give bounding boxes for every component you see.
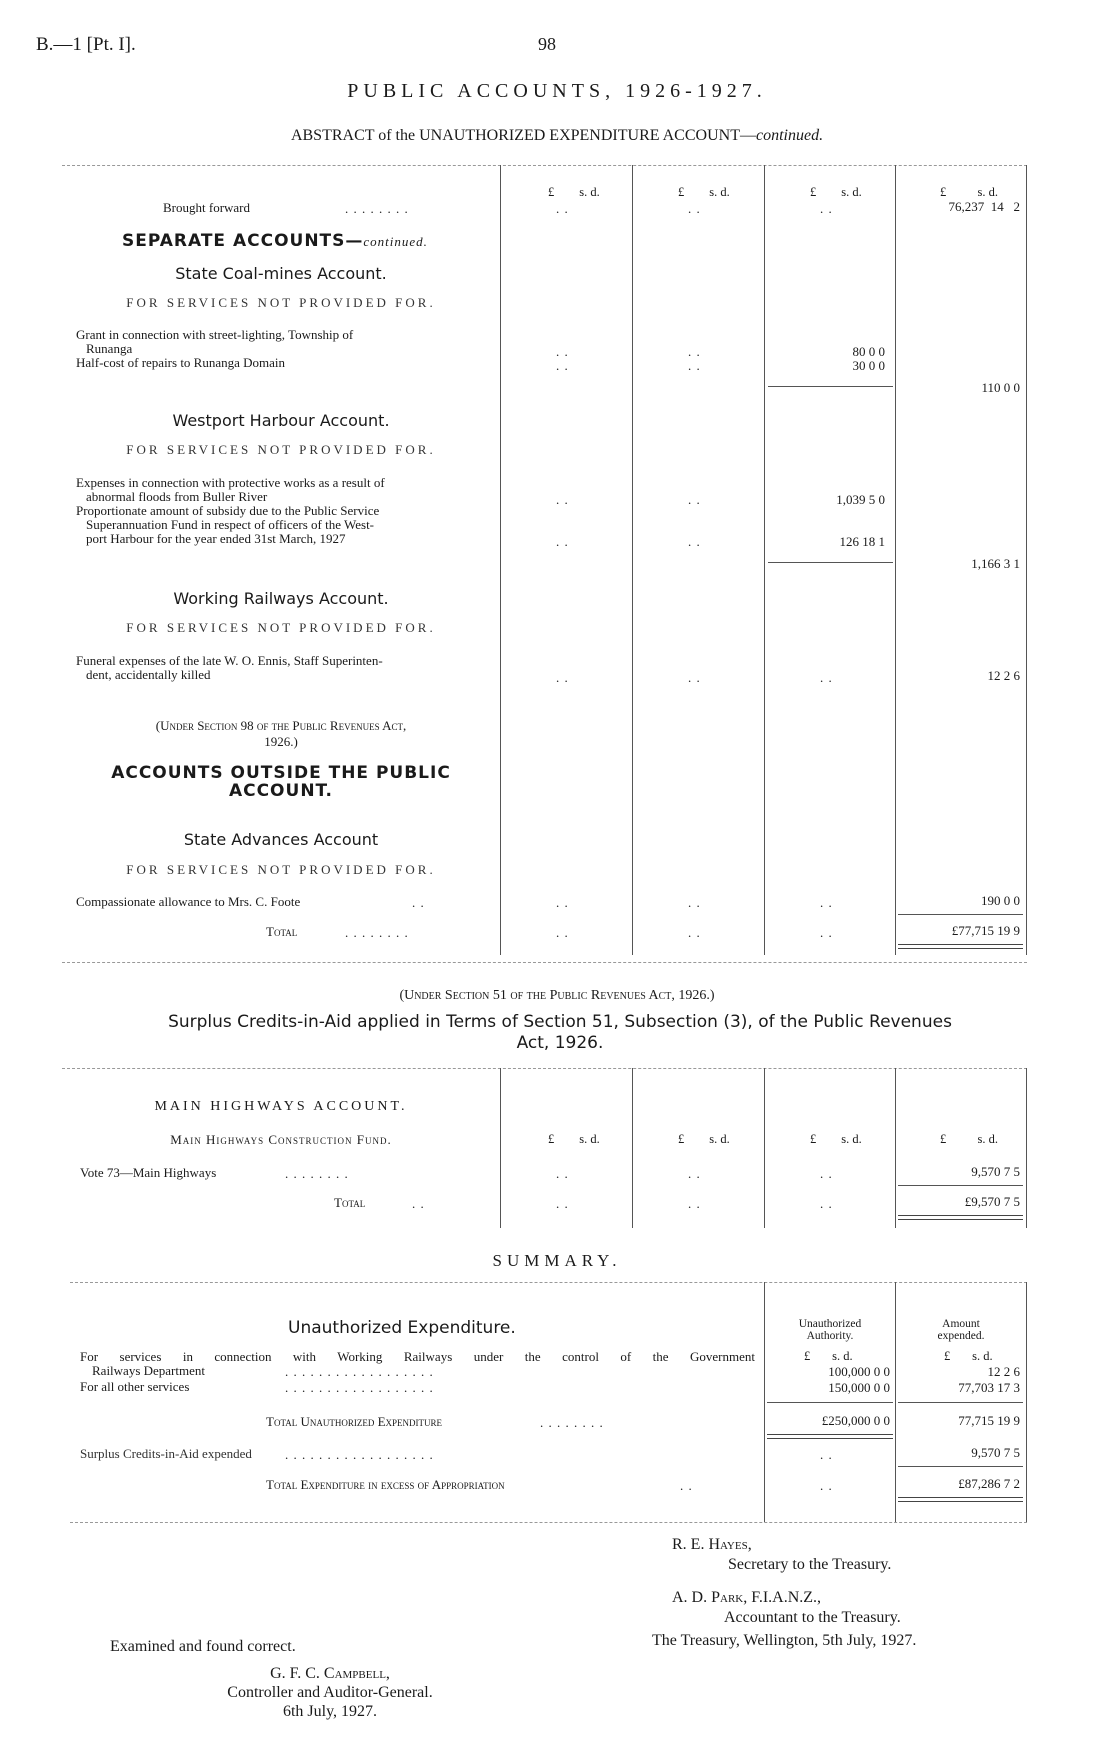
state-advances-amount: 190 0 0 bbox=[981, 893, 1020, 908]
row2-expended: 77,703 17 3 bbox=[958, 1380, 1020, 1395]
leader-dots: . . bbox=[820, 670, 833, 685]
total-excess-label: Total Expenditure in excess of Appropriation bbox=[266, 1477, 505, 1492]
coal-mines-title: State Coal-mines Account. bbox=[175, 264, 387, 283]
leader-dots: . . bbox=[820, 1478, 833, 1493]
leader-dots: . . bbox=[688, 1196, 701, 1211]
westport-amount-2: 126 18 1 bbox=[839, 534, 885, 549]
column-divider bbox=[632, 165, 633, 955]
leader-dots: . . bbox=[688, 670, 701, 685]
leader-dots: . . bbox=[556, 201, 569, 216]
col-header: £ s. d. bbox=[678, 1132, 730, 1146]
leader-dots: . . bbox=[688, 358, 701, 373]
total-rule bbox=[898, 1185, 1023, 1186]
signature-campbell: G. F. C. Campbell, Controller and Auditor-General. 6th July, 1927. bbox=[227, 1665, 433, 1720]
treasury-place-date: The Treasury, Wellington, 5th July, 1927. bbox=[652, 1632, 917, 1649]
column-divider bbox=[895, 165, 896, 955]
leader-dots: . . . . . . . . . . . . . . . . . . bbox=[285, 1380, 434, 1395]
column-divider bbox=[764, 1068, 765, 1228]
coal-total: 110 0 0 bbox=[981, 380, 1020, 395]
col-header: £ s. d. bbox=[548, 185, 600, 199]
page-subtitle bbox=[0, 127, 1114, 145]
table1-total-label: Total bbox=[266, 924, 298, 939]
table-top-rule bbox=[62, 1068, 1027, 1069]
coal-item-2: Half-cost of repairs to Runanga Domain bbox=[76, 355, 286, 370]
westport-total: 1,166 3 1 bbox=[971, 556, 1020, 571]
subtotal-rule bbox=[768, 562, 893, 563]
table-right-edge bbox=[1026, 1068, 1027, 1228]
westport-subtitle: FOR SERVICES NOT PROVIDED FOR. bbox=[126, 442, 436, 457]
highways-fund: Main Highways Construction Fund. bbox=[170, 1132, 392, 1147]
highways-item: Vote 73—Main Highways bbox=[80, 1165, 217, 1180]
total-rule bbox=[767, 1402, 893, 1403]
coal-mines-subtitle: FOR SERVICES NOT PROVIDED FOR. bbox=[126, 295, 436, 310]
table-bottom-rule bbox=[62, 962, 1027, 963]
total-rule bbox=[898, 1402, 1023, 1403]
column-divider bbox=[895, 1282, 896, 1522]
highways-total: £9,570 7 5 bbox=[964, 1194, 1020, 1209]
column-divider bbox=[895, 1068, 896, 1228]
leader-dots: . . . . . . . . bbox=[540, 1415, 604, 1430]
leader-dots: . . bbox=[556, 895, 569, 910]
surplus-expended: 9,570 7 5 bbox=[971, 1445, 1020, 1460]
page-number: 98 bbox=[538, 34, 556, 54]
leader-dots: . . bbox=[688, 344, 701, 359]
col-header: £ s. d. bbox=[940, 1132, 998, 1146]
total-unauthorized-authority: £250,000 0 0 bbox=[821, 1413, 890, 1428]
railways-amount: 12 2 6 bbox=[987, 668, 1020, 683]
westport-item-1: Expenses in connection with protective works as a result of abnormal floods from Buller River bbox=[76, 475, 385, 504]
leader-dots: . . bbox=[556, 344, 569, 359]
table-right-edge bbox=[1026, 165, 1027, 955]
table-top-rule bbox=[62, 165, 1027, 166]
brought-forward-label: Brought forward bbox=[163, 200, 251, 215]
total-excess-expended: £87,286 7 2 bbox=[958, 1476, 1020, 1491]
leader-dots: . . bbox=[820, 1166, 833, 1181]
total-double-rule bbox=[767, 1434, 893, 1439]
leader-dots: . . bbox=[820, 1196, 833, 1211]
summary-row-1: For services in connection with Working Railways under the control of the Government Railways Department bbox=[80, 1349, 755, 1378]
total-double-rule bbox=[898, 1215, 1023, 1220]
brought-forward-total: 76,237 14 2 bbox=[948, 199, 1020, 214]
leader-dots: . . bbox=[556, 1196, 569, 1211]
summary-row-2: For all other services bbox=[80, 1379, 190, 1394]
railways-subtitle: FOR SERVICES NOT PROVIDED FOR. bbox=[126, 620, 436, 635]
separate-accounts-heading: SEPARATE ACCOUNTS—continued. bbox=[122, 231, 428, 251]
total-rule bbox=[898, 914, 1023, 915]
leader-dots: . . . . . . . . . . . . . . . . . . bbox=[285, 1447, 434, 1462]
total-unauthorized-label: Total Unauthorized Expenditure bbox=[266, 1414, 443, 1429]
leader-dots: . . bbox=[556, 492, 569, 507]
leader-dots: . . bbox=[680, 1478, 693, 1493]
column-divider bbox=[500, 1068, 501, 1228]
leader-dots: . . bbox=[820, 895, 833, 910]
coal-amount-2: 30 0 0 bbox=[852, 358, 885, 373]
leader-dots: . . bbox=[820, 1447, 833, 1462]
summary-title: SUMMARY. bbox=[492, 1251, 622, 1270]
section51-note: (Under Section 51 of the Public Revenues Act, 1926.) bbox=[399, 988, 715, 1003]
highways-amount: 9,570 7 5 bbox=[971, 1164, 1020, 1179]
row1-authority: 100,000 0 0 bbox=[828, 1364, 890, 1379]
section98-note: (Under Section 98 of the Public Revenues Act, 1926.) bbox=[155, 718, 407, 749]
leader-dots: . . bbox=[820, 925, 833, 940]
leader-dots: . . bbox=[688, 534, 701, 549]
col-header: £ s. d. bbox=[804, 1349, 853, 1363]
accounts-outside-heading: ACCOUNTS OUTSIDE THE PUBLIC ACCOUNT. bbox=[111, 763, 451, 801]
westport-amount-1: 1,039 5 0 bbox=[836, 492, 885, 507]
column-divider bbox=[764, 165, 765, 955]
westport-item-2: Proportionate amount of subsidy due to the Public Service Superannuation Fund in respect of officers of the West- port Harbour for the year ended 31st March, 1927 bbox=[76, 503, 380, 546]
railways-title: Working Railways Account. bbox=[173, 589, 389, 608]
column-divider bbox=[632, 1068, 633, 1228]
signature-hayes: R. E. Hayes, Secretary to the Treasury. bbox=[672, 1536, 892, 1573]
summary-heading: Unauthorized Expenditure. bbox=[288, 1318, 516, 1338]
leader-dots: . . bbox=[556, 1166, 569, 1181]
table-top-rule bbox=[70, 1282, 1027, 1283]
document-reference: B.—1 [Pt. I]. bbox=[36, 34, 136, 55]
column-divider bbox=[500, 165, 501, 955]
leader-dots: . . bbox=[688, 925, 701, 940]
col-header: £ s. d. bbox=[678, 185, 730, 199]
leader-dots: . . bbox=[412, 1196, 425, 1211]
leader-dots: . . . . . . . . . . . . . . . . . . bbox=[285, 1364, 434, 1379]
authority-col-header: Unauthorized Authority. bbox=[798, 1318, 862, 1342]
row2-authority: 150,000 0 0 bbox=[828, 1380, 890, 1395]
highways-total-label: Total bbox=[334, 1195, 366, 1210]
state-advances-title: State Advances Account bbox=[183, 830, 379, 849]
railways-item-1: Funeral expenses of the late W. O. Ennis, Staff Superinten- dent, accidentally killed bbox=[76, 653, 383, 682]
leader-dots: . . bbox=[688, 895, 701, 910]
state-advances-subtitle: FOR SERVICES NOT PROVIDED FOR. bbox=[126, 862, 436, 877]
total-double-rule bbox=[898, 944, 1023, 949]
highways-title: MAIN HIGHWAYS ACCOUNT. bbox=[154, 1099, 408, 1114]
col-header: £ s. d. bbox=[810, 1132, 862, 1146]
col-header: £ s. d. bbox=[810, 185, 862, 199]
total-unauthorized-expended: 77,715 19 9 bbox=[958, 1413, 1020, 1428]
subtitle-main: ABSTRACT of the UNAUTHORIZED EXPENDITURE ACCOUNT— bbox=[290, 127, 756, 144]
leader-dots: . . bbox=[556, 925, 569, 940]
leader-dots: . . bbox=[688, 492, 701, 507]
examined-note: Examined and found correct. bbox=[110, 1638, 296, 1655]
leader-dots: . . bbox=[688, 201, 701, 216]
leader-dots: . . bbox=[556, 534, 569, 549]
state-advances-item: Compassionate allowance to Mrs. C. Foote bbox=[76, 894, 301, 909]
table-right-edge bbox=[1026, 1282, 1027, 1522]
leader-dots: . . . . . . . . bbox=[285, 1166, 349, 1181]
total-rule bbox=[898, 1466, 1023, 1467]
leader-dots: . . bbox=[688, 1166, 701, 1181]
coal-amount-1: 80 0 0 bbox=[852, 344, 885, 359]
table-bottom-rule bbox=[70, 1522, 1027, 1523]
westport-title: Westport Harbour Account. bbox=[172, 411, 390, 430]
signature-park: A. D. Park, F.I.A.N.Z., Accountant to the Treasury. bbox=[672, 1589, 901, 1626]
coal-item-1: Grant in connection with street-lighting, Township of Runanga bbox=[76, 327, 354, 356]
col-header: £ s. d. bbox=[944, 1349, 993, 1363]
table1-total-amount: £77,715 19 9 bbox=[951, 923, 1020, 938]
surplus-label: Surplus Credits-in-Aid expended bbox=[80, 1446, 252, 1461]
page-title: PUBLIC ACCOUNTS, 1926-1927. bbox=[347, 80, 767, 102]
section51-heading: Surplus Credits-in-Aid applied in Terms of Section 51, Subsection (3), of the Public Revenues Act, 1926. bbox=[168, 1012, 952, 1053]
leader-dots: . . bbox=[412, 895, 425, 910]
total-double-rule bbox=[898, 1497, 1023, 1502]
expended-col-header: Amount expended. bbox=[937, 1318, 985, 1342]
col-header: £ s. d. bbox=[940, 185, 998, 199]
subtitle-continued: continued. bbox=[755, 127, 824, 144]
leader-dots: . . . . . . . . bbox=[345, 925, 409, 940]
row1-expended: 12 2 6 bbox=[987, 1364, 1020, 1379]
column-divider bbox=[764, 1282, 765, 1522]
col-header: £ s. d. bbox=[548, 1132, 600, 1146]
leader-dots: . . bbox=[820, 201, 833, 216]
leader-dots: . . bbox=[556, 358, 569, 373]
subtotal-rule bbox=[768, 386, 893, 387]
leader-dots: . . . . . . . . bbox=[345, 201, 409, 216]
leader-dots: . . bbox=[556, 670, 569, 685]
